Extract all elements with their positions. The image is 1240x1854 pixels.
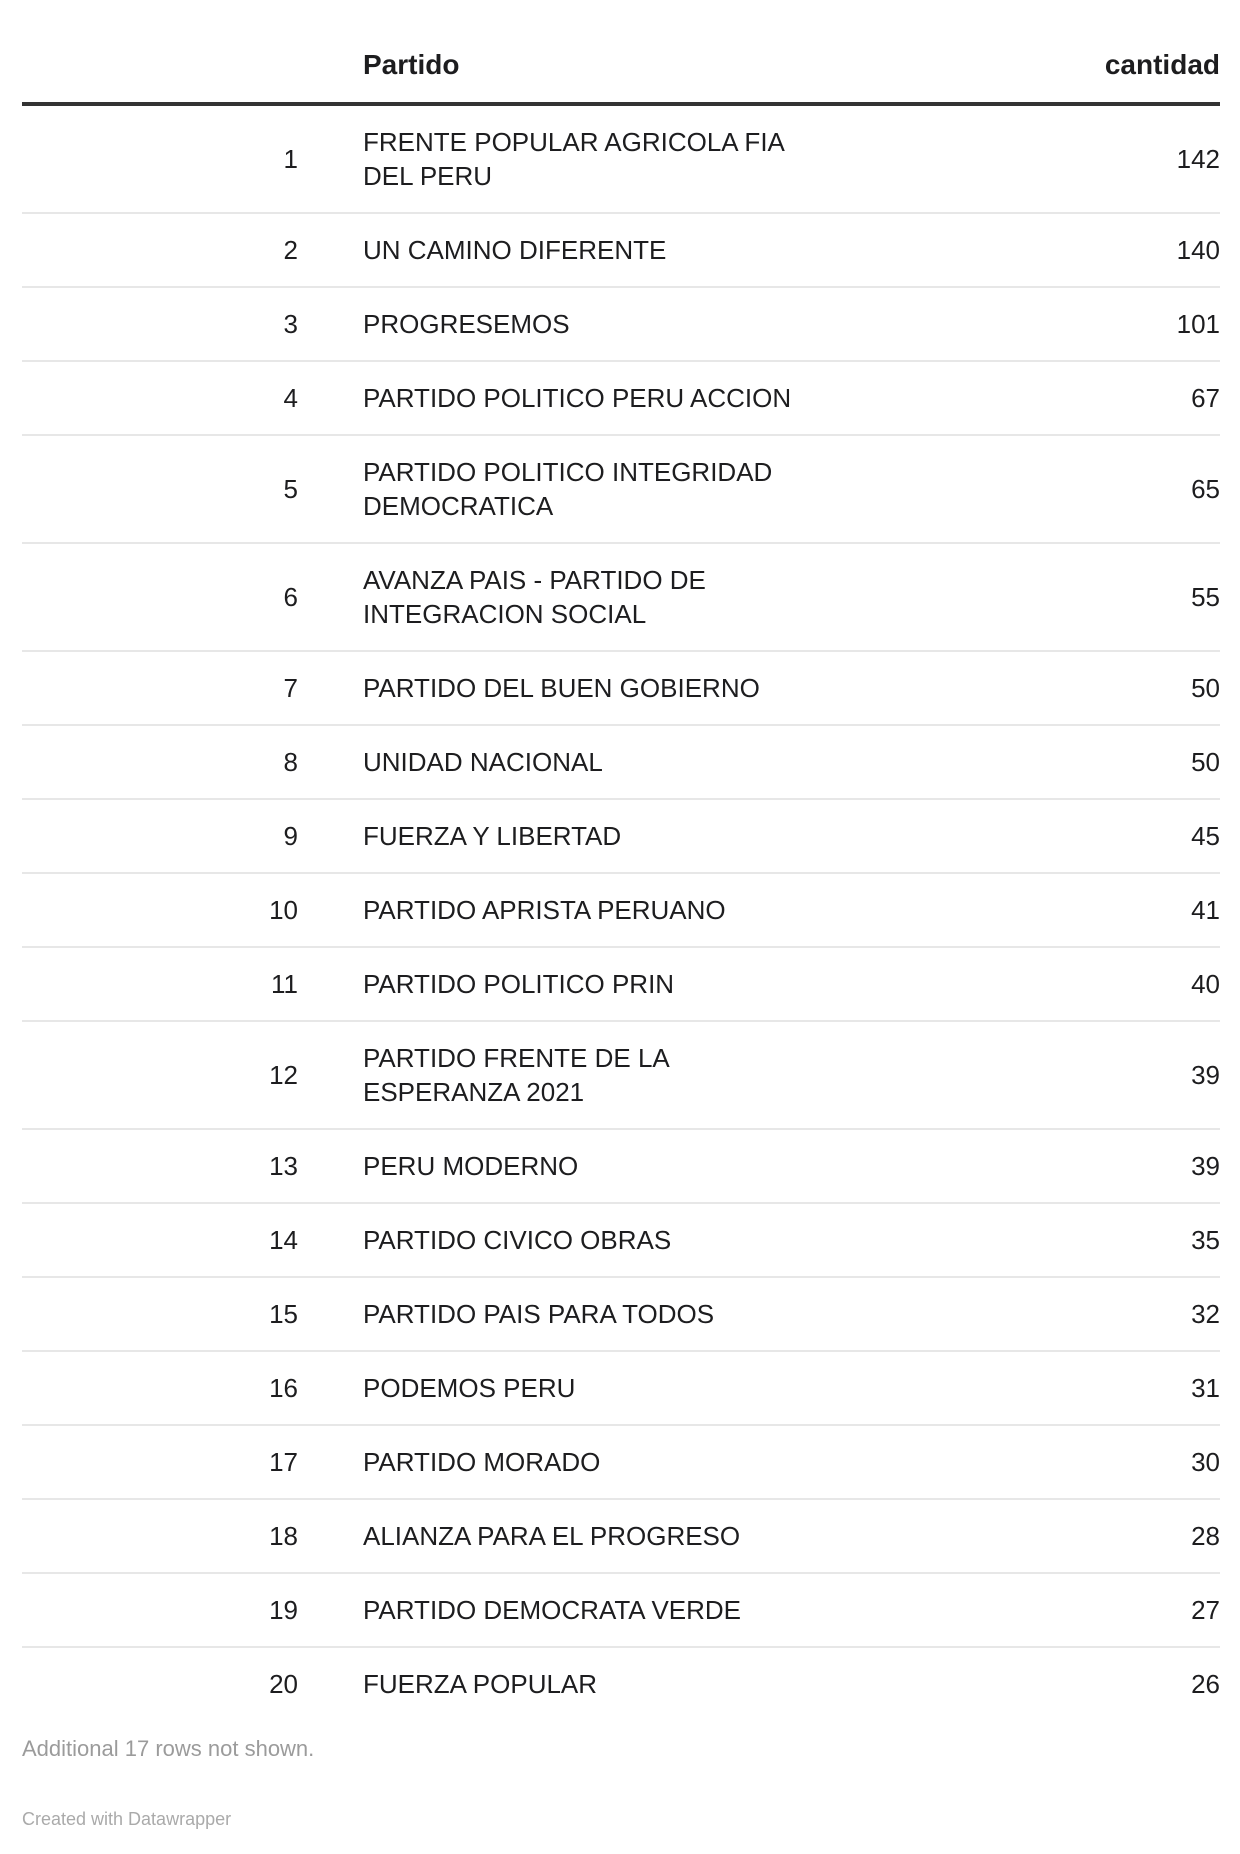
table-row <box>22 1277 1220 1351</box>
row-rank: 5 <box>22 435 298 543</box>
table-row <box>22 213 1220 287</box>
table-row <box>22 287 1220 361</box>
party-name: PARTIDO DEL BUEN GOBIERNO <box>298 651 883 725</box>
party-name: ALIANZA PARA EL PROGRESO <box>298 1499 883 1573</box>
table-row <box>22 873 1220 947</box>
table-header <box>22 0 1220 104</box>
row-rank: 14 <box>22 1203 298 1277</box>
party-count: 39 <box>883 1021 1220 1129</box>
table-row <box>22 1021 1220 1129</box>
row-rank: 10 <box>22 873 298 947</box>
table-row <box>22 1425 1220 1499</box>
party-count: 27 <box>883 1573 1220 1647</box>
table-row <box>22 543 1220 651</box>
table-row <box>22 1129 1220 1203</box>
party-name: PARTIDO FRENTE DE LA ESPERANZA 2021 <box>298 1021 883 1129</box>
row-rank: 6 <box>22 543 298 651</box>
party-count: 45 <box>883 799 1220 873</box>
party-name: PARTIDO POLITICO PERU ACCION <box>298 361 883 435</box>
row-rank: 4 <box>22 361 298 435</box>
party-count: 40 <box>883 947 1220 1021</box>
rows-not-shown-note: Additional 17 rows not shown. <box>22 1736 315 1761</box>
party-count: 50 <box>883 725 1220 799</box>
table-row <box>22 361 1220 435</box>
table-body <box>22 104 1220 1720</box>
party-count: 55 <box>883 543 1220 651</box>
party-count: 50 <box>883 651 1220 725</box>
row-rank: 11 <box>22 947 298 1021</box>
column-header-partido: Partido <box>298 0 883 104</box>
party-name: PARTIDO APRISTA PERUANO <box>298 873 883 947</box>
party-name: PROGRESEMOS <box>298 287 883 361</box>
row-rank: 1 <box>283 144 298 174</box>
row-rank: 2 <box>22 213 298 287</box>
table-row <box>22 1499 1220 1573</box>
party-count: 142 <box>1176 144 1220 174</box>
row-rank: 13 <box>22 1129 298 1203</box>
party-count: 35 <box>883 1203 1220 1277</box>
row-rank: 8 <box>22 725 298 799</box>
party-name: PARTIDO PAIS PARA TODOS <box>298 1277 883 1351</box>
row-rank: 16 <box>22 1351 298 1425</box>
row-rank: 20 <box>22 1647 298 1720</box>
party-count: 28 <box>883 1499 1220 1573</box>
party-name: PODEMOS PERU <box>298 1351 883 1425</box>
table-row <box>22 725 1220 799</box>
party-name: PARTIDO POLITICO INTEGRIDAD DEMOCRATICA <box>298 435 883 543</box>
table-row <box>22 1573 1220 1647</box>
party-count: 140 <box>883 213 1220 287</box>
party-name: PERU MODERNO <box>298 1129 883 1203</box>
row-rank: 17 <box>22 1425 298 1499</box>
row-rank: 19 <box>22 1573 298 1647</box>
row-rank: 7 <box>22 651 298 725</box>
table-row <box>22 651 1220 725</box>
row-rank: 15 <box>22 1277 298 1351</box>
row-rank: 12 <box>22 1021 298 1129</box>
party-name: FRENTE POPULAR AGRICOLA FIA DEL PERU <box>363 127 784 191</box>
party-name: PARTIDO MORADO <box>298 1425 883 1499</box>
party-name: UN CAMINO DIFERENTE <box>298 213 883 287</box>
row-rank: 18 <box>22 1499 298 1573</box>
row-rank: 3 <box>22 287 298 361</box>
party-name: PARTIDO CIVICO OBRAS <box>298 1203 883 1277</box>
party-name: PARTIDO DEMOCRATA VERDE <box>298 1573 883 1647</box>
party-count: 39 <box>883 1129 1220 1203</box>
table-row <box>22 1351 1220 1425</box>
party-count: 32 <box>883 1277 1220 1351</box>
party-name: UNIDAD NACIONAL <box>298 725 883 799</box>
datawrapper-attribution: Created with Datawrapper <box>22 1809 232 1829</box>
table-row <box>22 1203 1220 1277</box>
table-row <box>22 799 1220 873</box>
party-name: FUERZA Y LIBERTAD <box>298 799 883 873</box>
party-name: PARTIDO POLITICO PRIN <box>298 947 883 1021</box>
party-count: 67 <box>883 361 1220 435</box>
column-header-rank <box>22 0 298 104</box>
party-count: 41 <box>883 873 1220 947</box>
table-row <box>22 947 1220 1021</box>
table-row <box>22 104 1220 213</box>
party-count: 31 <box>883 1351 1220 1425</box>
party-count: 26 <box>883 1647 1220 1720</box>
party-count: 65 <box>883 435 1220 543</box>
row-rank: 9 <box>22 799 298 873</box>
party-count: 30 <box>883 1425 1220 1499</box>
party-name: AVANZA PAIS - PARTIDO DE INTEGRACION SOCIAL <box>298 543 883 651</box>
parties-table <box>22 0 1220 1720</box>
table-row <box>22 1647 1220 1720</box>
party-count: 101 <box>883 287 1220 361</box>
table-row <box>22 435 1220 543</box>
column-header-cantidad: cantidad <box>883 0 1220 104</box>
party-name: FUERZA POPULAR <box>298 1647 883 1720</box>
